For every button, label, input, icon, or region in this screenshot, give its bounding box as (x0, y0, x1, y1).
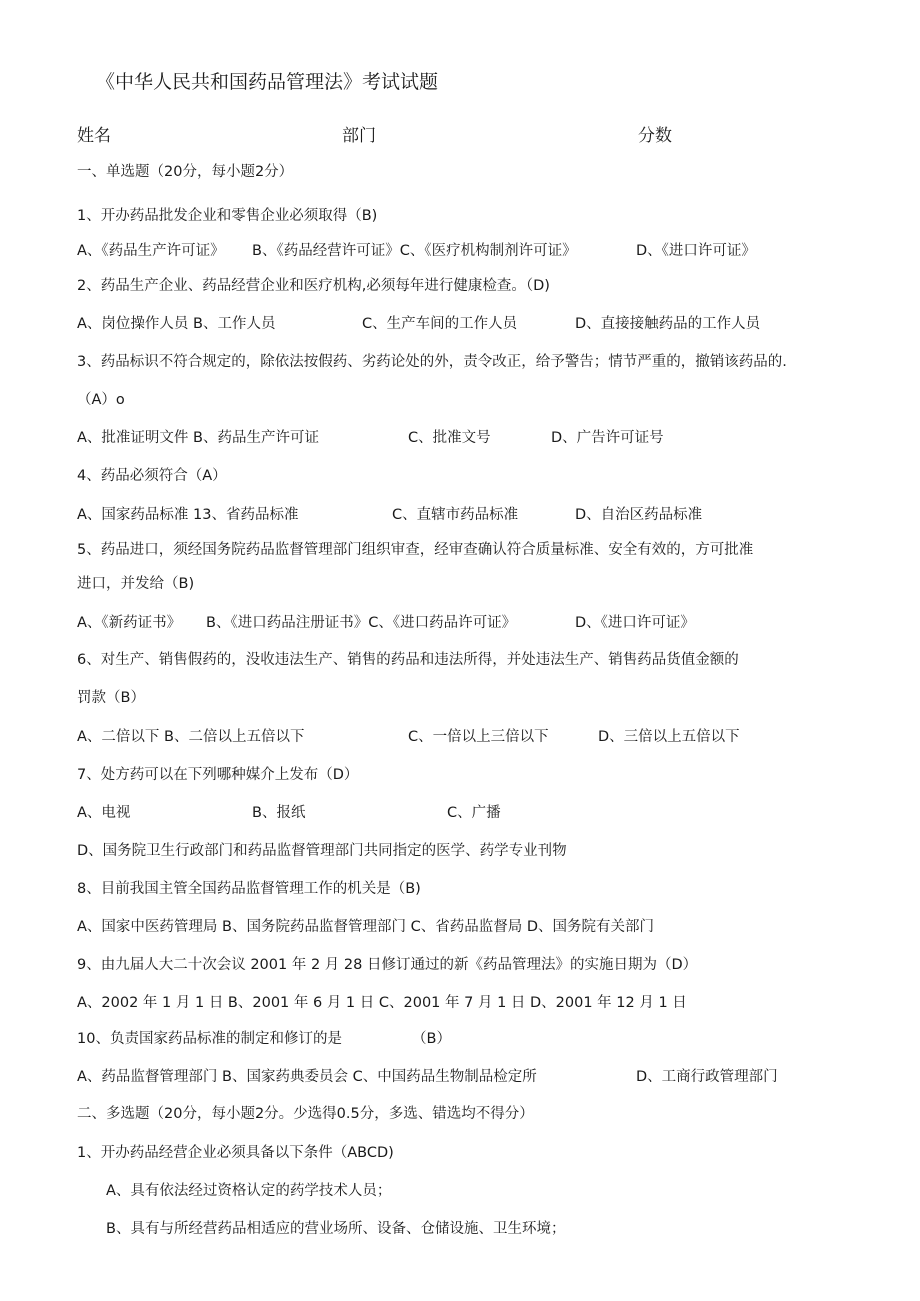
q2-option-c: C、生产车间的工作人员 (362, 316, 518, 332)
q5-option-d: D、《进口许可证》 (575, 615, 695, 631)
q7-stem: 7、处方药可以在下列哪种媒介上发布（D） (77, 767, 359, 783)
q10-answer: （B） (412, 1031, 451, 1047)
q4-stem: 4、药品必须符合（A） (77, 468, 227, 484)
page-title: 《中华人民共和国药品管理法》考试试题 (96, 71, 439, 93)
q1-option-a: A、《药品生产许可证》 (77, 243, 225, 259)
q4-option-ab: A、国家药品标准 13、省药品标准 (77, 507, 299, 523)
q2-option-d: D、直接接触药品的工作人员 (575, 316, 761, 332)
q3-stem-line1: 3、药品标识不符合规定的，除依法按假药、劣药论处的外，责令改正，给予警告；情节严重的，撤销该药品的. (77, 354, 787, 370)
score-label: 分数 (638, 126, 672, 146)
q7-option-b: B、报纸 (252, 805, 306, 821)
q4-option-d: D、自治区药品标准 (575, 507, 703, 523)
mq1-option-b: B、具有与所经营药品相适应的营业场所、设备、仓储设施、卫生环境； (106, 1221, 566, 1237)
q10-stem: 10、负责国家药品标准的制定和修订的是 (77, 1031, 342, 1047)
q7-option-d: D、国务院卫生行政部门和药品监督管理部门共同指定的医学、药学专业刊物 (77, 843, 567, 859)
q6-option-d: D、三倍以上五倍以下 (598, 729, 740, 745)
section2-heading: 二、多选题（20分，每小题2分。少选得0.5分，多选、错选均不得分） (77, 1106, 534, 1122)
q10-option-d: D、工商行政管理部门 (636, 1069, 778, 1085)
dept-label: 部门 (342, 126, 376, 146)
q1-option-bc: B、《药品经营许可证》C、《医疗机构制剂许可证》 (252, 243, 577, 259)
q3-stem-line2: （A）o (77, 392, 125, 408)
q7-option-c: C、广播 (447, 805, 501, 821)
q2-option-ab: A、岗位操作人员 B、工作人员 (77, 316, 276, 332)
q9-stem: 9、由九届人大二十次会议 2001 年 2 月 28 日修订通过的新《药品管理法》的实施日期为（D） (77, 957, 698, 973)
q3-option-c: C、批准文号 (408, 430, 491, 446)
q6-stem-line2: 罚款（B） (77, 690, 145, 706)
q6-stem-line1: 6、对生产、销售假药的，没收违法生产、销售的药品和违法所得，并处违法生产、销售药品货值金额的 (77, 652, 739, 668)
q4-option-c: C、直辖市药品标准 (392, 507, 519, 523)
q6-option-ab: A、二倍以下 B、二倍以上五倍以下 (77, 729, 305, 745)
q6-option-c: C、一倍以上三倍以下 (408, 729, 549, 745)
q10-option-abc: A、药品监督管理部门 B、国家药典委员会 C、中国药品生物制品检定所 (77, 1069, 537, 1085)
q5-option-bc: B、《进口药品注册证书》C、《进口药品许可证》 (206, 615, 517, 631)
q1-stem: 1、开办药品批发企业和零售企业必须取得（B) (77, 208, 378, 224)
q5-option-a: A、《新药证书》 (77, 615, 182, 631)
section1-heading: 一、单选题（20分，每小题2分） (77, 164, 294, 180)
q3-option-ab: A、批准证明文件 B、药品生产许可证 (77, 430, 319, 446)
q5-stem-line2: 进口，并发给（B) (77, 576, 195, 592)
mq1-option-a: A、具有依法经过资格认定的药学技术人员； (106, 1183, 392, 1199)
q9-options: A、2002 年 1 月 1 日 B、2001 年 6 月 1 日 C、2001 年 7 月 1 日 D、2001 年 12 月 1 日 (77, 995, 687, 1011)
q8-options: A、国家中医药管理局 B、国务院药品监督管理部门 C、省药品监督局 D、国务院有关部门 (77, 919, 654, 935)
mq1-stem: 1、开办药品经营企业必须具备以下条件（ABCD) (77, 1145, 394, 1161)
q1-option-d: D、《进口许可证》 (636, 243, 756, 259)
name-label: 姓名 (77, 126, 111, 146)
q8-stem: 8、目前我国主管全国药品监督管理工作的机关是（B) (77, 881, 421, 897)
q5-stem-line1: 5、药品进口，须经国务院药品监督管理部门组织审查，经审查确认符合质量标准、安全有效的，方可批准 (77, 542, 754, 558)
q7-option-a: A、电视 (77, 805, 131, 821)
q3-option-d: D、广告许可证号 (551, 430, 664, 446)
q2-stem: 2、药品生产企业、药品经营企业和医疗机构,必须每年进行健康检查。（D) (77, 278, 550, 294)
